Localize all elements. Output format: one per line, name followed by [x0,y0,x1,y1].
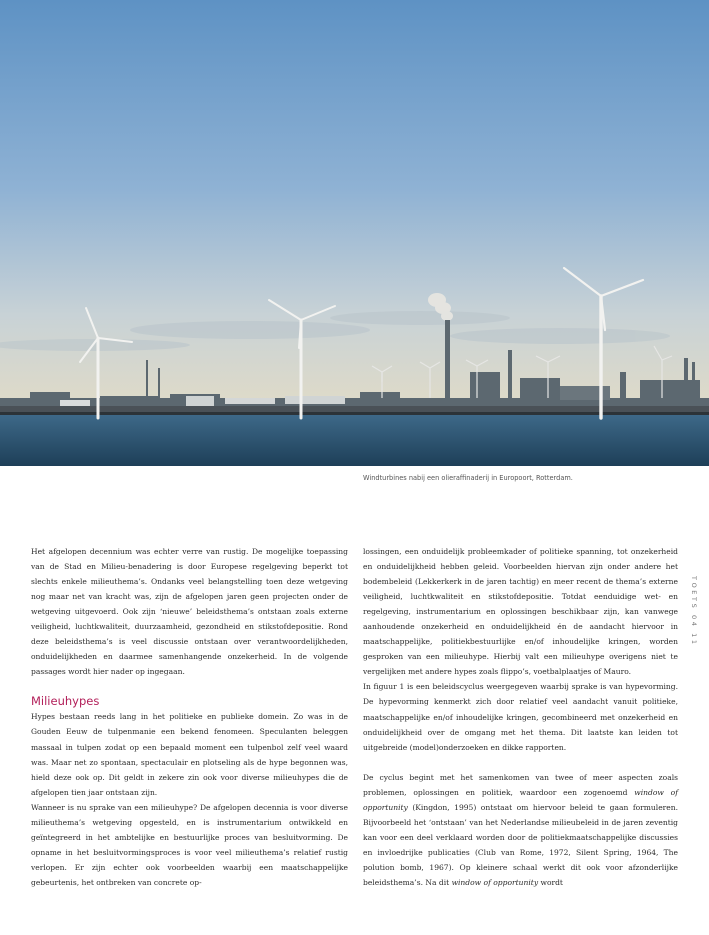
emphasis-text: window of opportunity [363,787,678,812]
text-span: (Kingdon, 1995) ontstaat om hiervoor beleid te gaan formuleren. Bijvoorbeeld het ‘ontstaan’ van het Nederlandse milieubeleid in de jaren zeventig kan voor een deel verklaard worden door de politiekmaatschappelijke discussies en invloedrijke publicaties (Club van Rome, 1972, Silent Spring, 1964, The polution bomb, 1967). Op kleinere schaal werkt dit ook voor afzonderlijke beleidsthema’s. Na dit [363,802,678,887]
body-paragraph: lossingen, een onduidelijk probleemkader of politieke spanning, tot onzekerheid en onduidelijkheid hebben geleid. Voorbeelden hiervan zijn onder andere het bodembeleid (Lekkerkerk in de jaren tachtig) en meer recent de thema’s externe veiligheid, luchtkwaliteit en stikstofdepositie. Totdat eenduidige wet- en regelgeving, instrumentarium en oplossingen beschikbaar zijn, kan vanwege aanhoudende onzekerheid en onduidelijkheid én de aandacht hiervoor in maatschappelijke, politiekbestuurlijke en/of inhoudelijke kringen, worden gesproken van een milieuhype. Hierbij valt een milieuhype overigens niet te vergelijken met andere hypes zoals flippo’s, voetbalplaatjes of Mauro. [363,547,678,677]
emphasis-text: window of opportunity [451,877,539,887]
windturbines-photo [0,0,709,466]
left-column [31,544,348,890]
body-paragraph: In figuur 1 is een beleidscyclus weergegeven waarbij sprake is van hypevorming. De hypevorming kenmerkt zich door relatief veel aandacht vanuit politieke, maatschappelijke en/of inhoudelijke kringen, gecombineerd met onzekerheid en onduidelijkheid over de omgang met het thema. Dit laatste kan leiden tot uitgebreide (model)onderzoeken en dikke rapporten. [363,682,678,752]
water [0,412,709,466]
intro-paragraph: Het afgelopen decennium was echter verre van rustig. De mogelijke toepassing van de Stad en Milieu-benadering is door Europese regelgeving beperkt tot slechts enkele milieuthema’s. Ondanks veel belangstelling toen deze wetgeving nog maar net van kracht was, zijn de afgelopen jaren geen projecten onder de wetgeving uitgevoerd. Ook zijn ‘nieuwe’ beleidsthema’s ontstaan zoals externe veiligheid, luchtkwaliteit, duurzaamheid, gezondheid en stikstofdepositie. Rond deze beleidsthema’s is veel discussie ontstaan over verantwoordelijkheden, onduidelijkheden en daarmee samenhangende onzekerheid. In de volgende passages wordt hier nader op ingegaan. [31,547,348,677]
photo-illustration [0,0,709,466]
body-paragraph: Hypes bestaan reeds lang in het politieke en publieke domein. Zo was in de Gouden Eeuw de tulpenmanie een bekend fenomeen. Speculanten beleggen massaal in tulpen zodat op een bepaald moment een tulpenbol zelf veel waard was. Maar net zo spontaan, spectaculair en plotseling als de hype begonnen was, hield deze ook op. Dit geldt in zekere zin ook voor diverse milieuhypes die de afgelopen tien jaar ontstaan zijn. [31,712,348,797]
right-column [363,544,678,890]
page-section-label: TOETS 04 11 [690,576,698,647]
photo-caption: Windturbines nabij een olieraffinaderij in Europoort, Rotterdam. [363,474,573,482]
text-span: wordt [538,877,563,887]
section-heading: Milieuhypes [31,694,100,709]
text-span: De cyclus begint met het samenkomen van twee of meer aspecten zoals problemen, oplossingen en politiek, waardoor een zogenoemd [363,772,678,797]
body-paragraph: Wanneer is nu sprake van een milieuhype? De afgelopen decennia is voor diverse milieuthema’s wetgeving opgesteld, en is instrumentarium ontwikkeld en geïntegreerd in het ambtelijke en bestuurlijke proces van besluitvorming. De opname in het besluitvormingsproces is voor veel milieuthema’s relatief rustig verlopen. Er zijn echter ook voorbeelden waarbij een maatschappelijke gebeurtenis, het ontbreken van concrete op- [31,802,348,887]
body-paragraph [363,770,678,890]
